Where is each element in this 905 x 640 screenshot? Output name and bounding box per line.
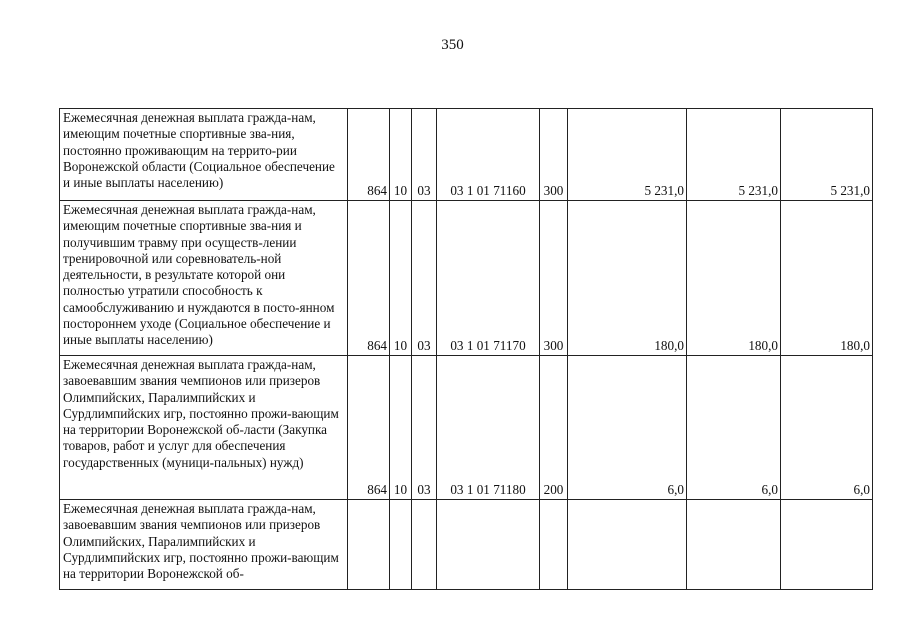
target-article-code	[437, 500, 540, 590]
table-row	[60, 201, 873, 356]
table-row	[60, 356, 873, 500]
table-row	[60, 500, 873, 590]
grbs-code	[348, 500, 390, 590]
target-article-code: 03 1 01 71180	[437, 356, 540, 500]
amount-year-2	[687, 500, 781, 590]
subsection-code	[412, 500, 437, 590]
section-code	[390, 500, 412, 590]
section-code: 10	[390, 109, 412, 201]
row-description: Ежемесячная денежная выплата гражда-нам, завоевавшим звания чемпионов или призеров Олимпийских, Паралимпийских и Сурдлимпийских игр, постоянно прожи-вающим на территории Воронежской об-	[60, 500, 348, 590]
page-number: 350	[441, 37, 464, 53]
section-code: 10	[390, 356, 412, 500]
amount-year-3	[781, 500, 873, 590]
amount-year-3: 180,0	[781, 201, 873, 356]
grbs-code: 864	[348, 356, 390, 500]
subsection-code: 03	[412, 109, 437, 201]
amount-year-1: 180,0	[568, 201, 687, 356]
subsection-code: 03	[412, 201, 437, 356]
amount-year-3: 6,0	[781, 356, 873, 500]
amount-year-1	[568, 500, 687, 590]
subsection-code: 03	[412, 356, 437, 500]
amount-year-1: 6,0	[568, 356, 687, 500]
grbs-code: 864	[348, 109, 390, 201]
amount-year-2: 180,0	[687, 201, 781, 356]
row-description: Ежемесячная денежная выплата гражда-нам, имеющим почетные спортивные зва-ния, постоянно проживающим на террито-рии Воронежской области (Социальное обеспечение и иные выплаты населению)	[60, 109, 348, 201]
expense-type-code: 300	[540, 109, 568, 201]
row-description: Ежемесячная денежная выплата гражда-нам, имеющим почетные спортивные зва-ния и получившим травму при осуществ-лении тренировочной или соревнователь-ной деятельности, в результате которой они полностью утратили способность к самообслуживанию и нуждаются в посто-янном постороннем уходе (Социальное обеспечение и иные выплаты населению)	[60, 201, 348, 356]
grbs-code: 864	[348, 201, 390, 356]
amount-year-2: 5 231,0	[687, 109, 781, 201]
section-code: 10	[390, 201, 412, 356]
amount-year-2: 6,0	[687, 356, 781, 500]
amount-year-1: 5 231,0	[568, 109, 687, 201]
target-article-code: 03 1 01 71170	[437, 201, 540, 356]
target-article-code: 03 1 01 71160	[437, 109, 540, 201]
row-description: Ежемесячная денежная выплата гражда-нам, завоевавшим звания чемпионов или призеров Олимпийских, Паралимпийских и Сурдлимпийских игр, постоянно прожи-вающим на территории Воронежской об-ласти (Закупка товаров, работ и услуг для обеспечения государственных (муници-пальных) нужд)	[60, 356, 348, 500]
expense-type-code: 200	[540, 356, 568, 500]
expense-type-code	[540, 500, 568, 590]
amount-year-3: 5 231,0	[781, 109, 873, 201]
budget-table	[59, 108, 873, 590]
table-row	[60, 109, 873, 201]
expense-type-code: 300	[540, 201, 568, 356]
